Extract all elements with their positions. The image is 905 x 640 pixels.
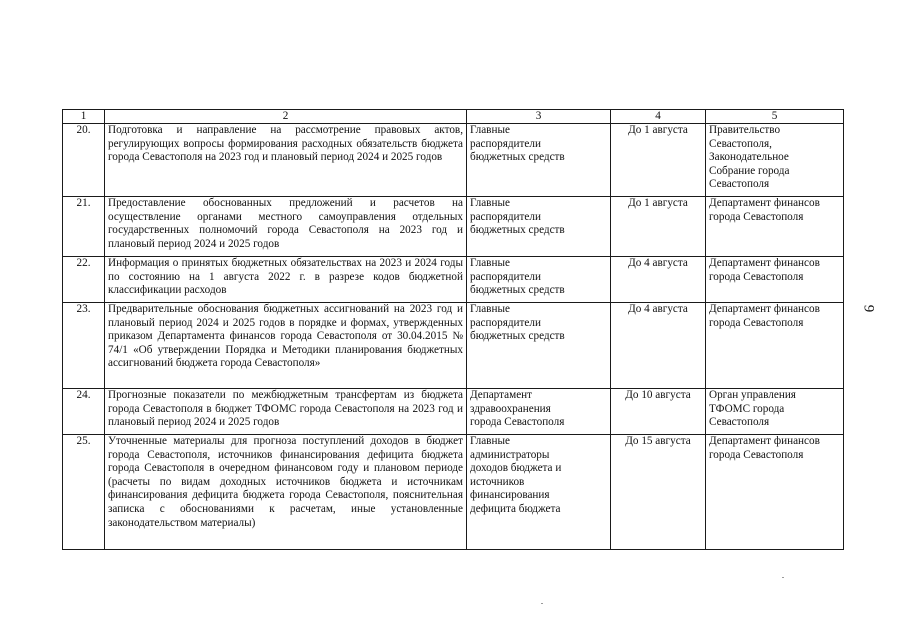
row-description [105, 197, 467, 257]
row-recipient [706, 389, 844, 435]
row-executor [467, 389, 611, 435]
row-description [105, 124, 467, 197]
row-recipient [706, 257, 844, 303]
row-deadline: До 4 августа [611, 257, 706, 303]
column-number-4: 4 [611, 110, 706, 124]
column-number-5: 5 [706, 110, 844, 124]
executor-text: Главные распорядители бюджетных средств [470, 257, 565, 297]
row-description [105, 389, 467, 435]
row-number: 22. [63, 257, 105, 303]
table-row [63, 124, 844, 197]
recipient-text: Департамент финансов города Севастополя [709, 435, 820, 461]
row-executor [467, 257, 611, 303]
budget-schedule-table [62, 109, 844, 550]
row-recipient [706, 124, 844, 197]
row-number: 24. [63, 389, 105, 435]
row-deadline: До 1 августа [611, 124, 706, 197]
description-text: Уточненные материалы для прогноза поступлений доходов в бюджет города Севастополя, источников финансирования дефицита бюджета города Севастополя в очередном финансовом году и плановом периоде (расчеты по видам доходных источников бюджета и источникам финансирования дефицита бюджета города Севастополя, пояснительная записка с обоснованиями к расчетам, иные установленные законодательством материалы) [108, 435, 463, 529]
row-deadline: До 4 августа [611, 303, 706, 389]
row-recipient [706, 435, 844, 550]
row-description [105, 303, 467, 389]
row-description [105, 257, 467, 303]
recipient-text: Департамент финансов города Севастополя [709, 197, 820, 223]
table-row [63, 389, 844, 435]
row-executor [467, 197, 611, 257]
recipient-text: Департамент финансов города Севастополя [709, 257, 820, 283]
table-row [63, 197, 844, 257]
row-deadline: До 1 августа [611, 197, 706, 257]
executor-text: Главные администраторы доходов бюджета и источников финансирования дефицита бюджета [470, 435, 562, 515]
column-number-1: 1 [63, 110, 105, 124]
row-recipient [706, 303, 844, 389]
row-deadline: До 10 августа [611, 389, 706, 435]
scan-speck [541, 603, 543, 604]
description-text: Подготовка и направление на рассмотрение правовых актов, регулирующих вопросы формирования расходных обязательств бюджета города Севастополя на 2023 год и плановый период 2024 и 2025 годов [108, 124, 463, 164]
executor-text: Главные распорядители бюджетных средств [470, 197, 565, 237]
scan-speck [782, 577, 784, 578]
row-executor [467, 435, 611, 550]
row-number: 23. [63, 303, 105, 389]
recipient-text: Департамент финансов города Севастополя [709, 303, 820, 329]
description-text: Прогнозные показатели по межбюджетным трансфертам из бюджета города Севастополя в бюджет ТФОМС города Севастополя на 2023 год и плановый период 2024 и 2025 годов [108, 389, 463, 429]
row-description [105, 435, 467, 550]
executor-text: Департамент здравоохранения города Севастополя [470, 389, 565, 429]
page-number: 9 [860, 304, 877, 313]
recipient-text: Правительство Севастополя, Законодательное Собрание города Севастополя [709, 124, 790, 191]
executor-text: Главные распорядители бюджетных средств [470, 303, 565, 343]
row-deadline: До 15 августа [611, 435, 706, 550]
table-row [63, 257, 844, 303]
executor-text: Главные распорядители бюджетных средств [470, 124, 565, 164]
column-number-2: 2 [105, 110, 467, 124]
row-number: 25. [63, 435, 105, 550]
row-recipient [706, 197, 844, 257]
table-row [63, 303, 844, 389]
recipient-text: Орган управления ТФОМС города Севастополя [709, 389, 796, 429]
column-number-3: 3 [467, 110, 611, 124]
description-text: Предварительные обоснования бюджетных ассигнований на 2023 год и плановый период 2024 и 2025 годов в порядке и формах, утвержденных приказом Департамента финансов города Севастополя от 30.04.2015 № 74/1 «Об утверждении Порядка и Методики планирования бюджетных ассигнований бюджета города Севастополя» [108, 303, 463, 370]
row-executor [467, 303, 611, 389]
table-header-row [63, 110, 844, 124]
row-number: 21. [63, 197, 105, 257]
description-text: Информация о принятых бюджетных обязательствах на 2023 и 2024 годы по состоянию на 1 августа 2022 г. в разрезе кодов бюджетной классификации расходов [108, 257, 463, 297]
description-text: Предоставление обоснованных предложений и расчетов на осуществление органами местного самоуправления отдельных государственных полномочий города Севастополя на 2023 год и плановый период 2024 и 2025 годов [108, 197, 463, 250]
row-number: 20. [63, 124, 105, 197]
row-executor [467, 124, 611, 197]
table-row [63, 435, 844, 550]
